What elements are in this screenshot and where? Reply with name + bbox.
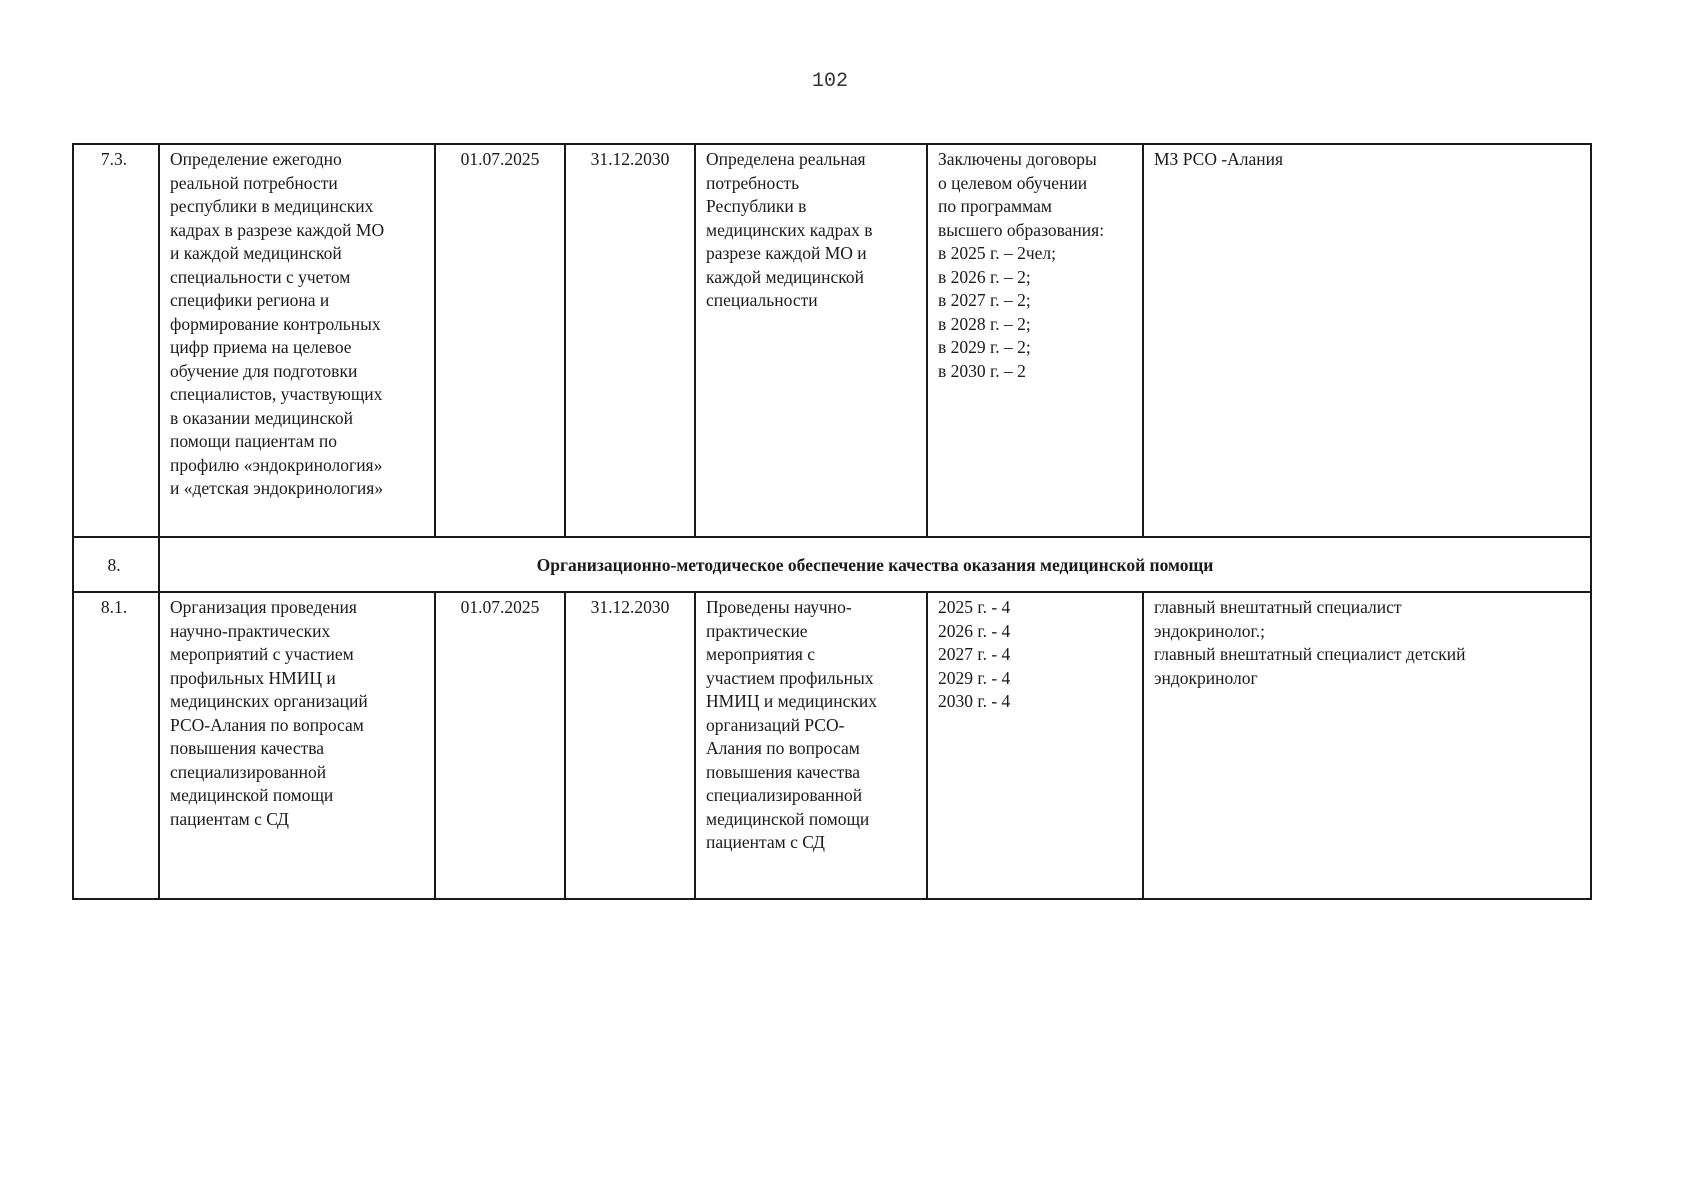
activity-cell: Определение ежегодно реальной потребности республики в медицинских кадрах в разрезе каждой МО и каждой медицинской специальности с учетом специфики региона и формирование контрольных цифр приема на целевое обучение для подготовки специалистов, участвующих в оказании медицинской помощи пациентам по профилю «эндокринология» и «детская эндокринология» [159,144,435,537]
section-row [73,537,1591,592]
section-title: Организационно-методическое обеспечение качества оказания медицинской помощи [159,537,1591,592]
table-row [73,144,1591,537]
action-plan-table [72,143,1592,900]
responsible-cell: главный внештатный специалист эндокринолог.; главный внештатный специалист детский эндокринолог [1143,592,1591,899]
indicator-cell: Заключены договоры о целевом обучении по программам высшего образования: в 2025 г. – 2чел; в 2026 г. – 2; в 2027 г. – 2; в 2028 г. – 2; в 2029 г. – 2; в 2030 г. – 2 [927,144,1143,537]
indicator-cell: 2025 г. - 4 2026 г. - 4 2027 г. - 4 2029 г. - 4 2030 г. - 4 [927,592,1143,899]
row-number: 7.3. [73,144,159,537]
start-date-cell: 01.07.2025 [435,592,565,899]
start-date-cell: 01.07.2025 [435,144,565,537]
responsible-cell: МЗ РСО -Алания [1143,144,1591,537]
activity-cell: Организация проведения научно-практических мероприятий с участием профильных НМИЦ и медицинских организаций РСО-Алания по вопросам повышения качества специализированной медицинской помощи пациентам с СД [159,592,435,899]
section-number: 8. [73,537,159,592]
page-number: 102 [811,70,848,93]
result-cell: Проведены научно- практические мероприятия с участием профильных НМИЦ и медицинских организаций РСО- Алания по вопросам повышения качества специализированной медицинской помощи пациентам с СД [695,592,927,899]
result-cell: Определена реальная потребность Республики в медицинских кадрах в разрезе каждой МО и каждой медицинской специальности [695,144,927,537]
table-row [73,592,1591,899]
row-number: 8.1. [73,592,159,899]
end-date-cell: 31.12.2030 [565,144,695,537]
end-date-cell: 31.12.2030 [565,592,695,899]
